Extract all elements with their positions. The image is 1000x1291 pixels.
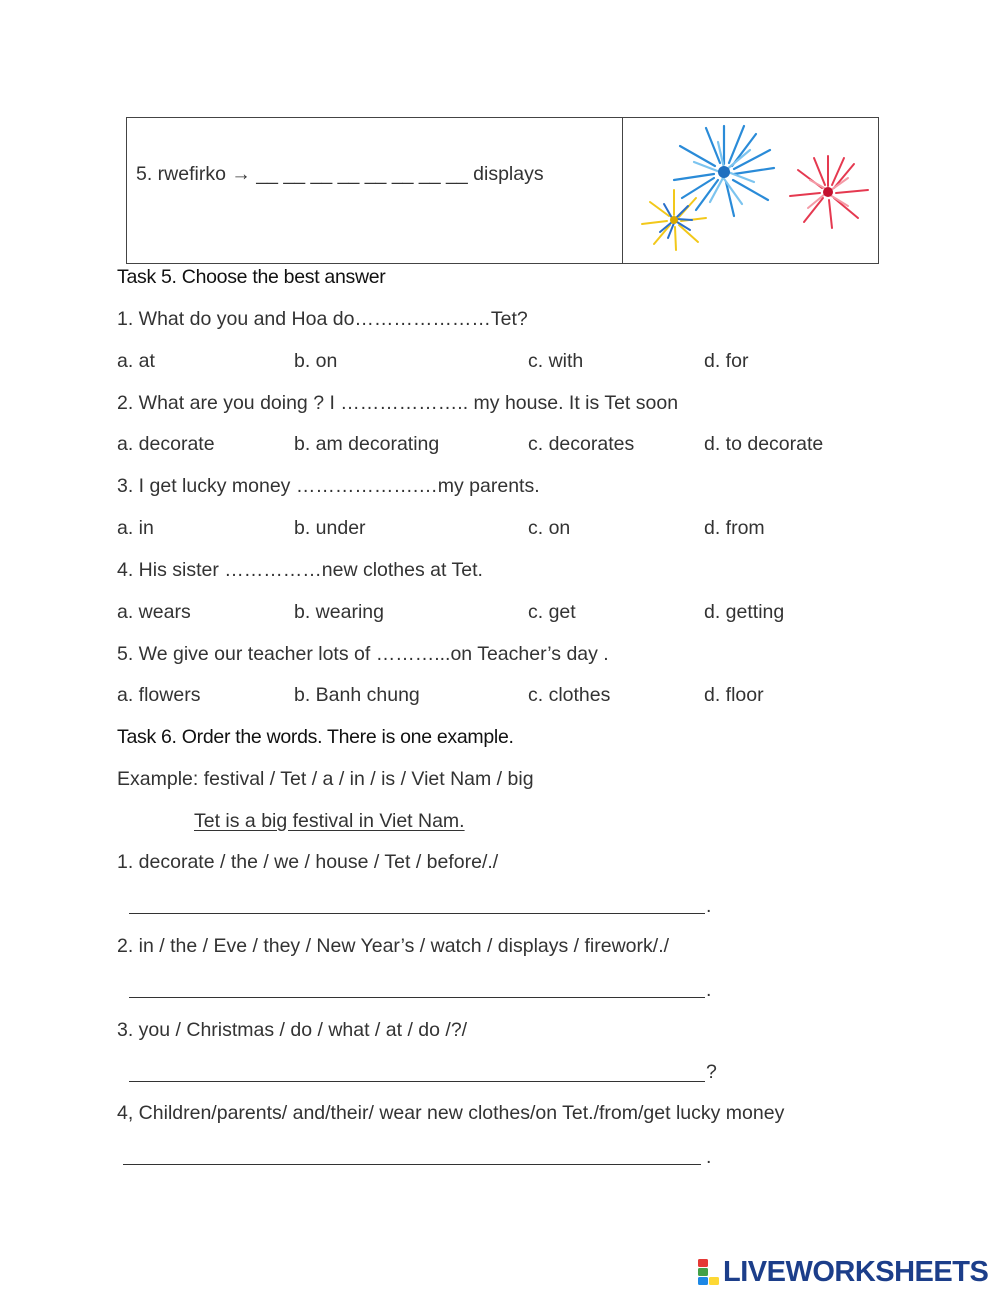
q3-option-d: d. from: [704, 517, 765, 539]
task5-question-2: 2. What are you doing ? I ……………….. my house. It is Tet soon: [117, 392, 679, 414]
table-divider: [622, 118, 623, 263]
q2-option-b: b. am decorating: [294, 433, 440, 455]
task6-item-4: 4, Children/parents/ and/their/ wear new clothes/on Tet./from/get lucky money: [117, 1102, 785, 1124]
q5-option-a: a. flowers: [117, 684, 201, 706]
q1-option-c: c. with: [528, 350, 584, 372]
answer-line-1[interactable]: [129, 913, 705, 914]
task5-question-5: 5. We give our teacher lots of ………...on Teacher’s day .: [117, 643, 609, 665]
q2-option-a: a. decorate: [117, 433, 215, 455]
fireworks-image: [632, 120, 877, 260]
task6-item-3: 3. you / Christmas / do / what / at / do /?/: [117, 1019, 468, 1041]
answer-end-4: .: [706, 1146, 712, 1168]
liveworksheets-logo: [698, 1255, 988, 1289]
task5-heading: Task 5. Choose the best answer: [117, 266, 386, 288]
q1-option-b: b. on: [294, 350, 338, 372]
q3-option-b: b. under: [294, 517, 366, 539]
q5-option-d: d. floor: [704, 684, 764, 706]
task5-question-1: 1. What do you and Hoa do…………………Tet?: [117, 308, 528, 330]
q1-option-a: a. at: [117, 350, 155, 372]
answer-end-1: .: [706, 895, 712, 917]
logo-text: LIVEWORKSHEETS: [723, 1255, 989, 1288]
answer-end-2: .: [706, 979, 712, 1001]
task6-heading: Task 6. Order the words. There is one example.: [117, 726, 514, 748]
q5-option-b: b. Banh chung: [294, 684, 420, 706]
task6-item-1: 1. decorate / the / we / house / Tet / before/./: [117, 851, 499, 873]
answer-end-3: ?: [706, 1061, 717, 1083]
task6-example: Example: festival / Tet / a / in / is / Viet Nam / big: [117, 768, 534, 790]
task6-item-2: 2. in / the / Eve / they / New Year’s / watch / displays / firework/./: [117, 935, 670, 957]
q3-option-c: c. on: [528, 517, 571, 539]
q4-option-d: d. getting: [704, 601, 785, 623]
q4-option-b: b. wearing: [294, 601, 384, 623]
q2-option-d: d. to decorate: [704, 433, 824, 455]
puzzle-table: [126, 117, 879, 264]
task5-question-4: 4. His sister ……………new clothes at Tet.: [117, 559, 483, 581]
q4-option-a: a. wears: [117, 601, 191, 623]
task5-question-3: 3. I get lucky money ……………….…my parents.: [117, 475, 540, 497]
task6-example-answer: Tet is a big festival in Viet Nam.: [194, 810, 465, 832]
q5-option-c: c. clothes: [528, 684, 611, 706]
q2-option-c: c. decorates: [528, 433, 635, 455]
logo-blocks-icon: [698, 1259, 720, 1285]
answer-line-4[interactable]: [123, 1164, 701, 1165]
q1-option-d: d. for: [704, 350, 749, 372]
q3-option-a: a. in: [117, 517, 154, 539]
puzzle-question: 5. rwefirko → __ __ __ __ __ __ __ __ displays: [136, 163, 544, 185]
q4-option-c: c. get: [528, 601, 576, 623]
answer-line-3[interactable]: [129, 1081, 705, 1082]
answer-line-2[interactable]: [129, 997, 705, 998]
